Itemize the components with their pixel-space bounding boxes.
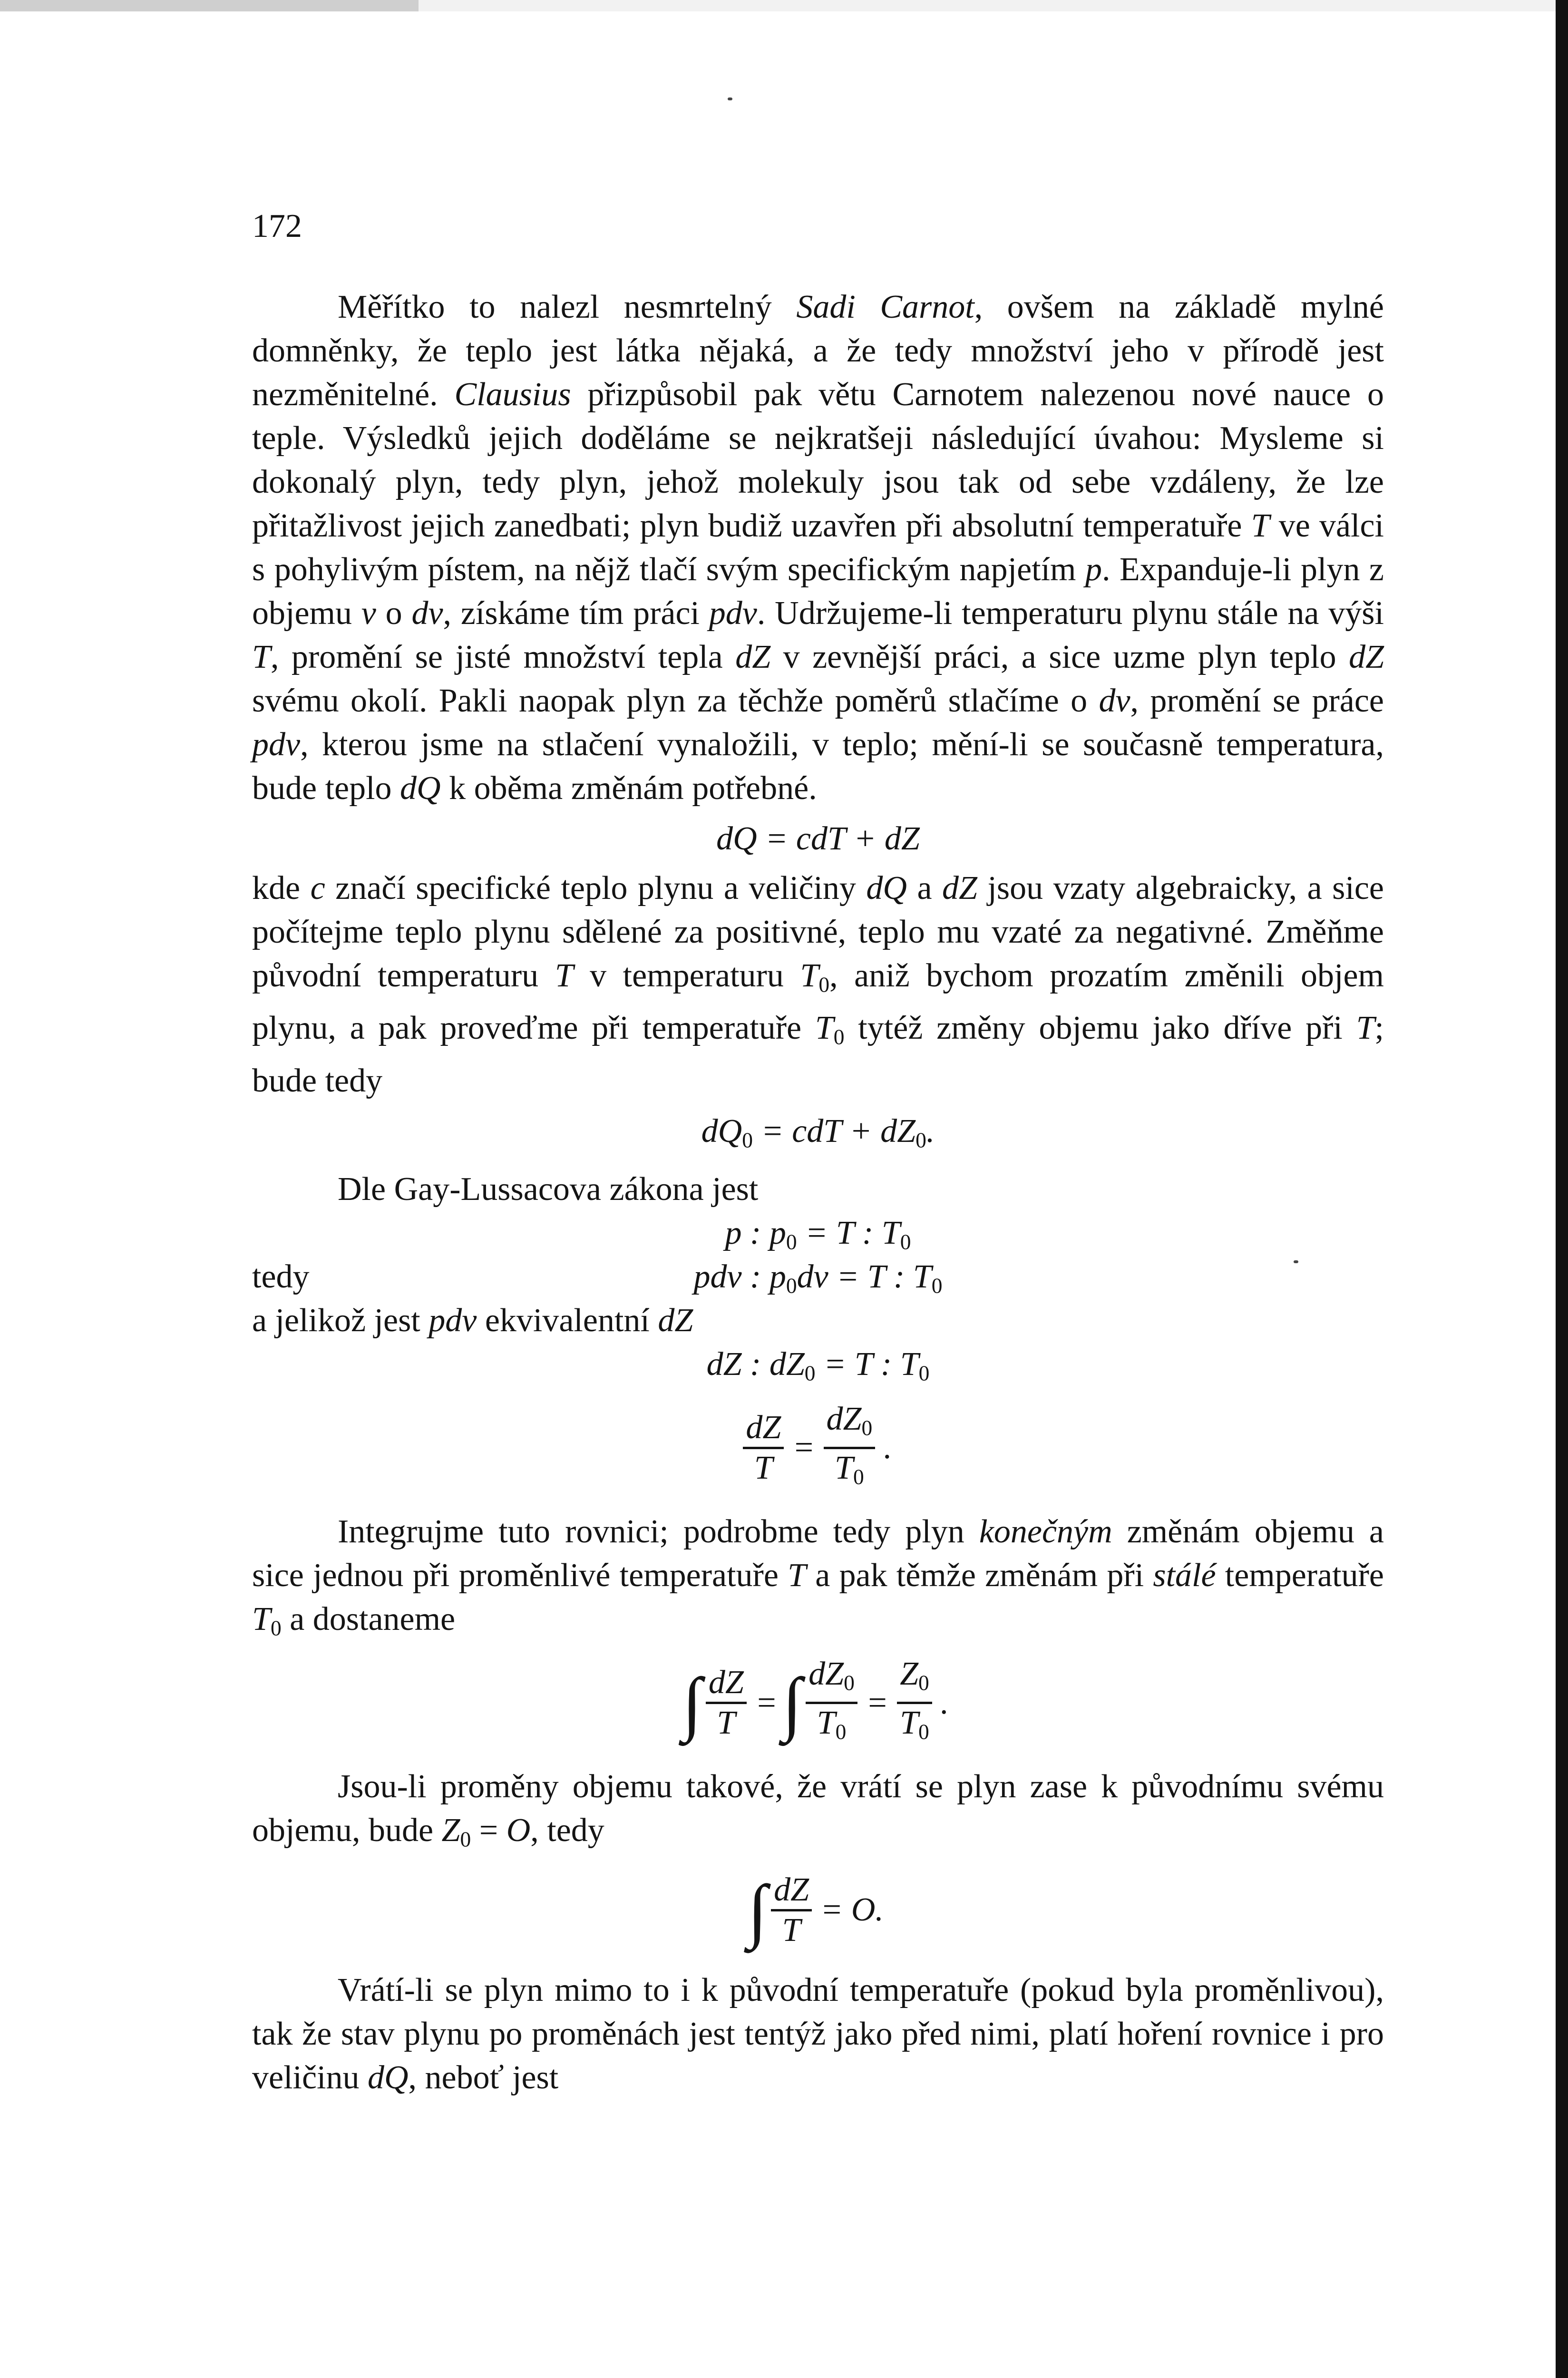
text: značí specifické teplo plynu a veličiny	[325, 870, 867, 906]
eq-part: p : p	[725, 1215, 786, 1252]
text: o	[376, 595, 412, 632]
fraction	[806, 1655, 857, 1751]
scan-top-edge	[0, 0, 1568, 11]
text: , získáme tím práci	[443, 595, 709, 632]
math-var: T	[1251, 507, 1270, 544]
scan-right-edge	[1556, 0, 1568, 2378]
text: Měřítko to nalezl nesmrtelný	[338, 289, 797, 325]
name-carnot: Sadi Carnot	[796, 289, 974, 325]
text: v zevnější práci, a sice uzme plyn teplo	[770, 639, 1349, 675]
math-var: dZ	[658, 1302, 693, 1339]
math-var: dQ	[367, 2059, 409, 2096]
text: , aniž bychom prozatím změnili objem plynu, a pak proveďme při temperatuře	[252, 957, 1384, 1047]
eq-part: = T : T	[815, 1346, 919, 1383]
denominator: T	[754, 1449, 773, 1486]
integral-sign: ∫	[682, 1663, 702, 1743]
fraction	[706, 1664, 747, 1742]
text: Integrujme tuto rovnici; podrobme tedy plyn	[338, 1513, 979, 1550]
subscript: 0	[833, 1024, 845, 1049]
text: a jelikož jest	[252, 1302, 429, 1339]
eq-part: dQ	[701, 1112, 742, 1150]
scan-speck	[728, 97, 732, 100]
period: .	[884, 1429, 892, 1466]
emphasis: konečným	[979, 1513, 1112, 1550]
subscript: 0	[460, 1827, 471, 1852]
numerator	[806, 1655, 857, 1704]
text: a dostaneme	[281, 1601, 456, 1638]
numerator	[824, 1400, 876, 1449]
math-var: pdv	[429, 1302, 477, 1339]
math-var: dv	[411, 595, 443, 632]
math-var: T	[555, 957, 574, 994]
text: svému okolí. Pakli naopak plyn za těchže poměrů stlačíme o	[252, 682, 1099, 719]
numerator	[897, 1655, 932, 1704]
eq-part: dZ	[808, 1655, 844, 1692]
math-var: dZ	[735, 639, 771, 675]
equals-sign: =	[866, 1684, 889, 1721]
subscript: 0	[835, 1719, 847, 1744]
denominator	[824, 1449, 876, 1496]
math-var: O	[506, 1812, 531, 1849]
denominator: T	[782, 1911, 801, 1949]
subscript: 0	[918, 1719, 929, 1744]
math-var: dZ	[1349, 639, 1384, 675]
math-var: v	[361, 595, 376, 632]
subscript: 0	[918, 1670, 929, 1695]
subscript: 0	[915, 1128, 926, 1152]
paragraph-3: Dle Gay-Lussacova zákona jest	[338, 1171, 759, 1208]
math-var: T	[788, 1557, 807, 1594]
page-number: 172	[252, 208, 302, 244]
math-var: pdv	[252, 726, 301, 763]
subscript: 0	[786, 1273, 797, 1298]
text: tytéž změny objemu jako dříve při	[844, 1010, 1356, 1047]
eq-part: .	[926, 1112, 935, 1150]
eq-part: T	[817, 1705, 836, 1741]
fraction	[897, 1655, 932, 1751]
scan-smudge	[0, 0, 419, 11]
text: změnám objemu a sice jednou při proměnlivé temperatuře	[252, 1513, 1384, 1594]
denominator	[897, 1704, 932, 1751]
numerator: dZ	[771, 1871, 812, 1911]
text: kde	[252, 870, 311, 906]
numerator: dZ	[743, 1409, 784, 1449]
paragraph-5	[252, 1510, 1384, 1650]
subscript: 0	[786, 1229, 797, 1254]
subscript: 0	[861, 1415, 873, 1440]
eq-part: Z	[900, 1655, 918, 1692]
subscript: 0	[270, 1616, 282, 1640]
period: .	[940, 1684, 949, 1721]
subscript: 0	[844, 1670, 855, 1695]
text: v temperaturu	[573, 957, 800, 994]
math-var: T	[1356, 1010, 1375, 1047]
equals-sign: =	[792, 1429, 815, 1466]
text: , promění se práce	[1130, 682, 1384, 719]
fraction	[771, 1871, 812, 1949]
equation-2	[252, 1110, 1384, 1162]
equation-4	[252, 1255, 1384, 1307]
denominator	[806, 1704, 857, 1751]
subscript: 0	[804, 1361, 816, 1385]
eq-part: dZ : dZ	[706, 1346, 805, 1383]
eq-part: = O.	[820, 1891, 884, 1929]
math-var: dQ	[400, 770, 441, 807]
text: ; bude tedy	[252, 1010, 1384, 1099]
math-var: T	[252, 639, 271, 675]
text: Vrátí-li se plyn mimo to i k původní temperatuře (pokud byla proměnlivou), tak že stav plynu po proměnách jest tentýž jako před nimi, platí hoření rovnice i pro veličinu	[252, 1971, 1384, 2096]
paragraph-2	[252, 867, 1384, 1103]
math-var: Z	[441, 1812, 460, 1849]
eq-part: dv = T : T	[797, 1258, 932, 1296]
text: , tedy	[530, 1812, 604, 1849]
text: . Expanduje-li plyn z objemu	[252, 551, 1384, 632]
eq-part: T	[835, 1449, 853, 1486]
numerator: dZ	[706, 1664, 747, 1704]
text: temperatuře	[1216, 1557, 1384, 1594]
math-var: c	[310, 870, 325, 906]
math-var: dZ	[942, 870, 977, 906]
equation-1: dQ = cdT + dZ	[716, 820, 920, 857]
subscript: 0	[931, 1273, 943, 1298]
denominator: T	[717, 1705, 736, 1741]
eq-part: dZ	[826, 1400, 862, 1437]
text: jsou vzaty algebraicky, a sice počítejme teplo plynu sdělené za positivné, teplo mu vzaté za negativné. Změňme původní temperaturu	[252, 870, 1384, 994]
text: ve válci s pohylivým pístem, na nějž tlačí svým specifickým napjetím	[252, 507, 1384, 588]
eq-part: pdv : p	[693, 1258, 786, 1296]
page-body	[252, 285, 1384, 2100]
fraction	[824, 1400, 876, 1496]
text: . Udržujeme-li temperaturu plynu stále na výši	[757, 595, 1384, 632]
equation-5	[252, 1343, 1384, 1395]
math-var: dv	[1099, 682, 1130, 719]
math-var: T	[800, 957, 819, 994]
subscript: 0	[900, 1229, 911, 1254]
text: , neboť jest	[408, 2059, 559, 2096]
fraction	[743, 1409, 784, 1487]
equation-7	[252, 1655, 1384, 1751]
text: , promění se jisté množství tepla	[270, 639, 736, 675]
paragraph-7	[252, 1969, 1384, 2100]
text: a pak těmže změnám při	[806, 1557, 1153, 1594]
math-var: pdv	[709, 595, 757, 632]
equation-8	[252, 1871, 1384, 1949]
text: přizpůsobil pak větu Carnotem nalezenou nové nauce o teple. Výsledků jejich doděláme se nejkratšeji následující úvahou: Mysleme si dokonalý plyn, tedy plyn, jehož molekuly jsou tak od sebe vzdáleny, že lze přitažlivost jejich zanedbati; plyn budiž uzavřen při absolutní temperatuře	[252, 376, 1384, 544]
math-var: T	[815, 1010, 834, 1047]
equations-3-4	[252, 1211, 1384, 1299]
subscript: 0	[742, 1128, 753, 1152]
eq-part: = T : T	[797, 1215, 900, 1252]
text: =	[471, 1812, 506, 1849]
text: , kterou jsme na stlačení vynaložili, v teplo; mění-li se současně temperatura, bude teplo	[252, 726, 1384, 807]
eq-part: = cdT + dZ	[752, 1112, 916, 1150]
name-clausius: Clausius	[454, 376, 571, 413]
math-var: dQ	[866, 870, 907, 906]
math-var: p	[1085, 551, 1102, 588]
integral-sign: ∫	[782, 1663, 802, 1743]
emphasis: stálé	[1153, 1557, 1216, 1594]
subscript: 0	[818, 972, 830, 997]
text: a	[906, 870, 942, 906]
eq-part: T	[900, 1705, 918, 1741]
label-tedy: tedy	[252, 1258, 310, 1296]
text: , ovšem na základě mylné domněnky, že teplo jest látka nějaká, a že tedy množství jeho v přírodě jest nezměnitelné.	[252, 289, 1384, 413]
paragraph-6	[252, 1765, 1384, 1861]
text: Jsou-li proměny objemu takové, že vrátí se plyn zase k původnímu svému objemu, bude	[252, 1768, 1384, 1849]
text: k oběma změnám potřebné.	[440, 770, 817, 807]
subscript: 0	[853, 1464, 864, 1489]
paragraph-1	[252, 285, 1384, 810]
math-var: T	[252, 1601, 271, 1638]
text: ekvivalentní	[477, 1302, 658, 1339]
subscript: 0	[918, 1361, 930, 1385]
equals-sign: =	[755, 1684, 778, 1721]
integral-sign: ∫	[748, 1871, 768, 1950]
equation-6	[252, 1400, 1384, 1496]
